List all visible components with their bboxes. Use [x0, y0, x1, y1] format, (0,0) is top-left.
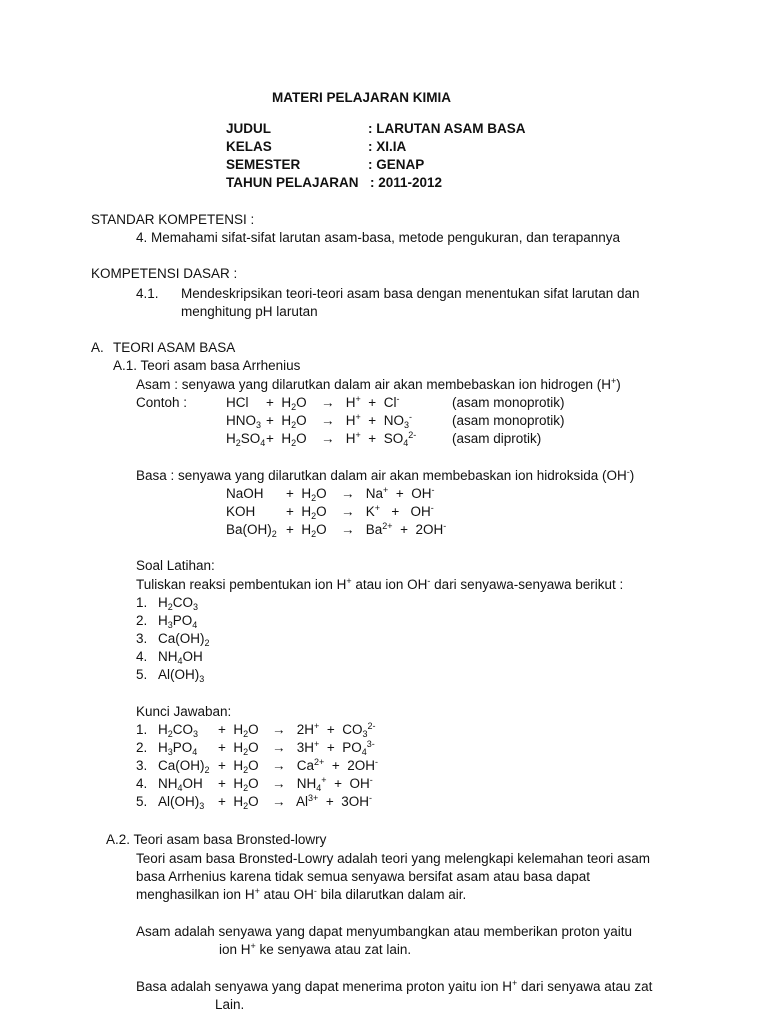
page-title: MATERI PELAJARAN KIMIA [272, 90, 452, 105]
kd-heading: KOMPETENSI DASAR : [91, 266, 238, 281]
a2-paragraph-line1: Teori asam basa Bronsted-Lowry adalah teori yang melengkapi kelemahan teori asam [136, 851, 651, 866]
kunci-water-3: + $H_2O$ [218, 758, 259, 775]
a2-asam-line2: ion H+ ke senyawa atau zat lain. [219, 941, 412, 957]
soal-item-2: $H_3PO_4$ [158, 613, 198, 630]
soal-title: Soal Latihan: [136, 558, 215, 573]
asam-eq-product-3: → $H^+ + SO_4^{2-}$ [321, 430, 417, 448]
basa-eq-water-2: + $H_2O$ [286, 504, 327, 521]
kunci-number-3: 3. [136, 758, 148, 773]
soal-item-4: $NH_4OH$ [158, 649, 203, 666]
soal-number-2: 2. [136, 613, 148, 628]
kunci-reactant-5: $Al(OH)_3$ [158, 794, 205, 811]
asam-eq-reactant-2: $HNO_3$ [226, 413, 262, 430]
asam-note-1: (asam monoprotik) [452, 395, 565, 410]
basa-definition: Basa : senyawa yang dilarutkan dalam air akan membebaskan ion hidroksida (OH-) [136, 467, 635, 483]
asam-eq-reactant-1: HCl [226, 395, 249, 410]
kunci-product-5: → $Al^{3+} + 3OH^-$ [272, 793, 372, 809]
kd-text-line1: Mendeskripsikan teori-teori asam basa dengan menentukan sifat larutan dan [181, 286, 640, 301]
contoh-label: Contoh : [136, 395, 188, 410]
sk-heading: STANDAR KOMPETENSI : [91, 212, 255, 227]
asam-eq-water-1: + $H_2O$ [266, 395, 307, 412]
asam-definition: Asam : senyawa yang dilarutkan dalam air akan membebaskan ion hidrogen (H+) [136, 376, 621, 392]
kunci-water-1: + $H_2O$ [218, 722, 259, 739]
a2-title: A.2. Teori asam basa Bronsted-lowry [106, 832, 327, 847]
basa-eq-product-3: → $Ba^{2+} + 2OH^-$ [341, 521, 447, 537]
kunci-water-4: + $H_2O$ [218, 776, 259, 793]
kunci-product-3: → $Ca^{2+} + 2OH^-$ [272, 757, 378, 773]
kunci-product-2: → $3H^+ + PO_4^{3-}$ [272, 739, 375, 757]
soal-number-3: 3. [136, 631, 148, 646]
kunci-number-4: 4. [136, 776, 148, 791]
a2-paragraph-line2: basa Arrhenius karena tidak semua senyawa bersifat asam atau basa dapat [136, 869, 591, 884]
meta-value-judul: : LARUTAN ASAM BASA [368, 121, 526, 136]
soal-number-1: 1. [136, 595, 148, 610]
meta-value-kelas: : XI.IA [368, 139, 407, 154]
basa-eq-reactant-3: $Ba(OH)_2$ [226, 522, 277, 539]
kunci-reactant-4: $NH_4OH$ [158, 776, 203, 793]
kd-text-line2: menghitung pH larutan [181, 304, 318, 319]
soal-number-5: 5. [136, 667, 148, 682]
meta-label-judul: JUDUL [226, 121, 272, 136]
section-a-number: A. [91, 340, 104, 355]
asam-eq-water-2: + $H_2O$ [266, 413, 307, 430]
kunci-number-5: 5. [136, 794, 148, 809]
soal-instruction: Tuliskan reaksi pembentukan ion H+ atau ion OH- dari senyawa-senyawa berikut : [136, 576, 624, 592]
kunci-product-4: → $NH_4^+ + OH^-$ [272, 775, 373, 793]
asam-note-2: (asam monoprotik) [452, 413, 565, 428]
a1-title: A.1. Teori asam basa Arrhenius [113, 358, 301, 373]
soal-item-5: $Al(OH)_3$ [158, 667, 205, 684]
asam-eq-product-1: → H+ + Cl- [321, 394, 400, 410]
asam-eq-product-2: → $H^+ + NO_3^-$ [321, 412, 412, 430]
asam-eq-water-3: + $H_2O$ [266, 431, 307, 448]
kunci-reactant-1: $H_2CO_3$ [158, 722, 199, 739]
kunci-water-2: + $H_2O$ [218, 740, 259, 757]
kunci-water-5: + $H_2O$ [218, 794, 259, 811]
asam-note-3: (asam diprotik) [452, 431, 542, 446]
kunci-reactant-3: $Ca(OH)_2$ [158, 758, 210, 775]
kd-number: 4.1. [136, 286, 159, 301]
meta-value-tahun: : 2011-2012 [370, 175, 443, 190]
sk-text: 4. Memahami sifat-sifat larutan asam-basa, metode pengukuran, dan terapannya [136, 230, 621, 245]
basa-eq-water-3: + $H_2O$ [286, 522, 327, 539]
section-a-title: TEORI ASAM BASA [113, 340, 236, 355]
basa-eq-product-1: → Na+ + OH- [341, 485, 435, 501]
soal-number-4: 4. [136, 649, 148, 664]
a2-paragraph-line3: menghasilkan ion H+ atau OH- bila dilarutkan dalam air. [136, 886, 467, 902]
soal-item-1: $H_2CO_3$ [158, 595, 199, 612]
kunci-number-1: 1. [136, 722, 148, 737]
kunci-number-2: 2. [136, 740, 148, 755]
a2-basa-line2: Lain. [215, 997, 245, 1012]
kunci-reactant-2: $H_3PO_4$ [158, 740, 198, 757]
a2-basa-line1: Basa adalah senyawa yang dapat menerima proton yaitu ion H+ dari senyawa atau zat [136, 978, 653, 994]
basa-eq-water-1: + $H_2O$ [286, 486, 327, 503]
basa-eq-reactant-2: KOH [226, 504, 256, 519]
soal-item-3: $Ca(OH)_2$ [158, 631, 210, 648]
basa-eq-reactant-1: NaOH [226, 486, 264, 501]
meta-label-semester: SEMESTER [226, 157, 301, 172]
kunci-product-1: → $2H^+ + CO_3^{2-}$ [272, 721, 376, 739]
meta-value-semester: : GENAP [368, 157, 425, 172]
kunci-title: Kunci Jawaban: [136, 704, 232, 719]
basa-eq-product-2: → K+ + OH- [341, 503, 434, 519]
meta-label-tahun: TAHUN PELAJARAN [226, 175, 359, 190]
a2-asam-line1: Asam adalah senyawa yang dapat menyumbangkan atau memberikan proton yaitu [136, 924, 633, 939]
asam-eq-reactant-3: $H_2SO_4$ [226, 431, 266, 448]
meta-label-kelas: KELAS [226, 139, 272, 154]
